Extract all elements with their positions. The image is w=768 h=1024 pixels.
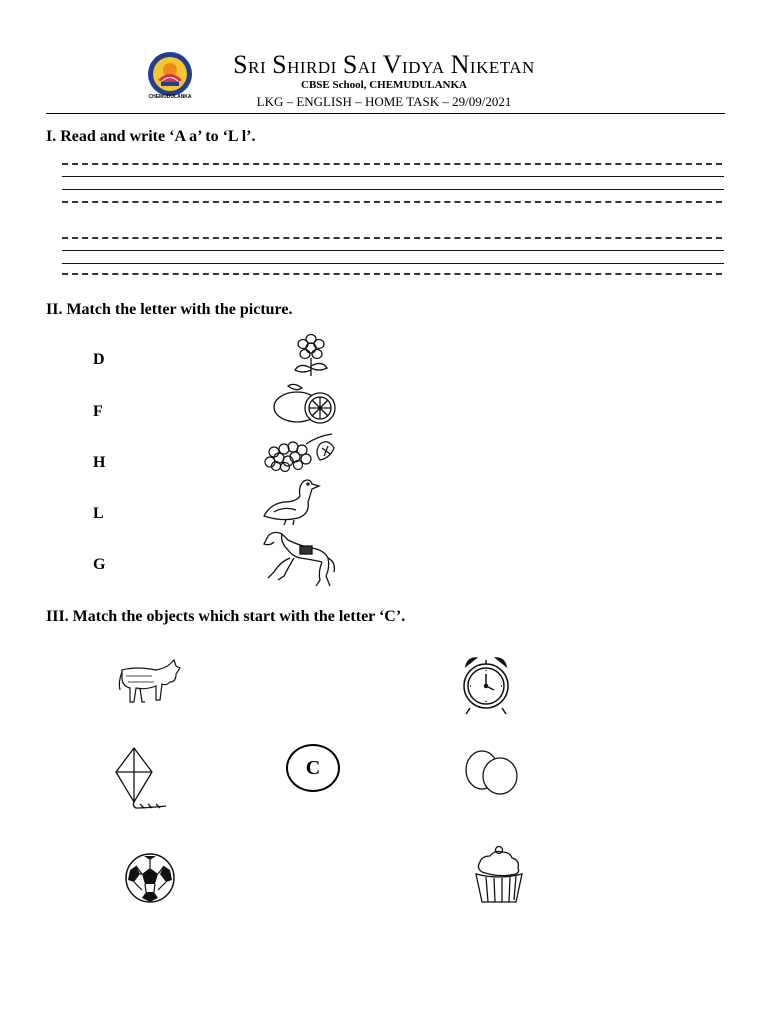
letter-d: D	[93, 351, 105, 368]
kite-icon	[112, 746, 170, 817]
flower-icon	[288, 334, 334, 383]
letter-g: G	[93, 556, 106, 573]
dashed-guide-line	[62, 273, 722, 275]
cow-icon	[116, 656, 182, 713]
duck-icon	[262, 476, 322, 531]
header-divider	[46, 113, 725, 114]
section1-title: I. Read and write ‘A a’ to ‘L l’.	[46, 128, 256, 145]
letter-c-circle	[286, 744, 340, 792]
logo-text: CHEMUDULANKA	[148, 94, 192, 100]
school-name-word: SAI	[342, 50, 377, 79]
letter-h: H	[93, 454, 106, 471]
school-name-word: SRI	[233, 50, 267, 79]
lemon-icon	[272, 380, 338, 433]
solid-guide-line	[62, 263, 724, 264]
dashed-guide-line	[62, 201, 722, 203]
section2-title: II. Match the letter with the picture.	[46, 301, 293, 318]
dashed-guide-line	[62, 163, 722, 165]
school-name-word: NIKETAN	[450, 50, 535, 79]
cupcake-icon	[472, 844, 526, 911]
dashed-guide-line	[62, 237, 722, 239]
letter-l: L	[93, 505, 104, 522]
clock-icon	[460, 654, 512, 721]
solid-guide-line	[62, 189, 724, 190]
solid-guide-line	[62, 250, 724, 251]
football-icon	[124, 852, 176, 909]
section3-title: III. Match the objects which start with the letter ‘C’.	[46, 608, 406, 625]
letter-f: F	[93, 403, 103, 420]
center-letter: C	[305, 757, 321, 779]
grapes-icon	[262, 430, 338, 477]
school-subtitle: CBSE School, CHEMUDULANKA	[301, 79, 467, 91]
eggs-icon	[462, 748, 520, 803]
horse-icon	[260, 528, 338, 595]
solid-guide-line	[62, 176, 724, 177]
school-name-word: VIDYA	[382, 50, 445, 79]
task-line: LKG – ENGLISH – HOME TASK – 29/09/2021	[256, 94, 512, 109]
school-name-word: SHIRDI	[272, 50, 337, 79]
school-name	[0, 50, 768, 80]
